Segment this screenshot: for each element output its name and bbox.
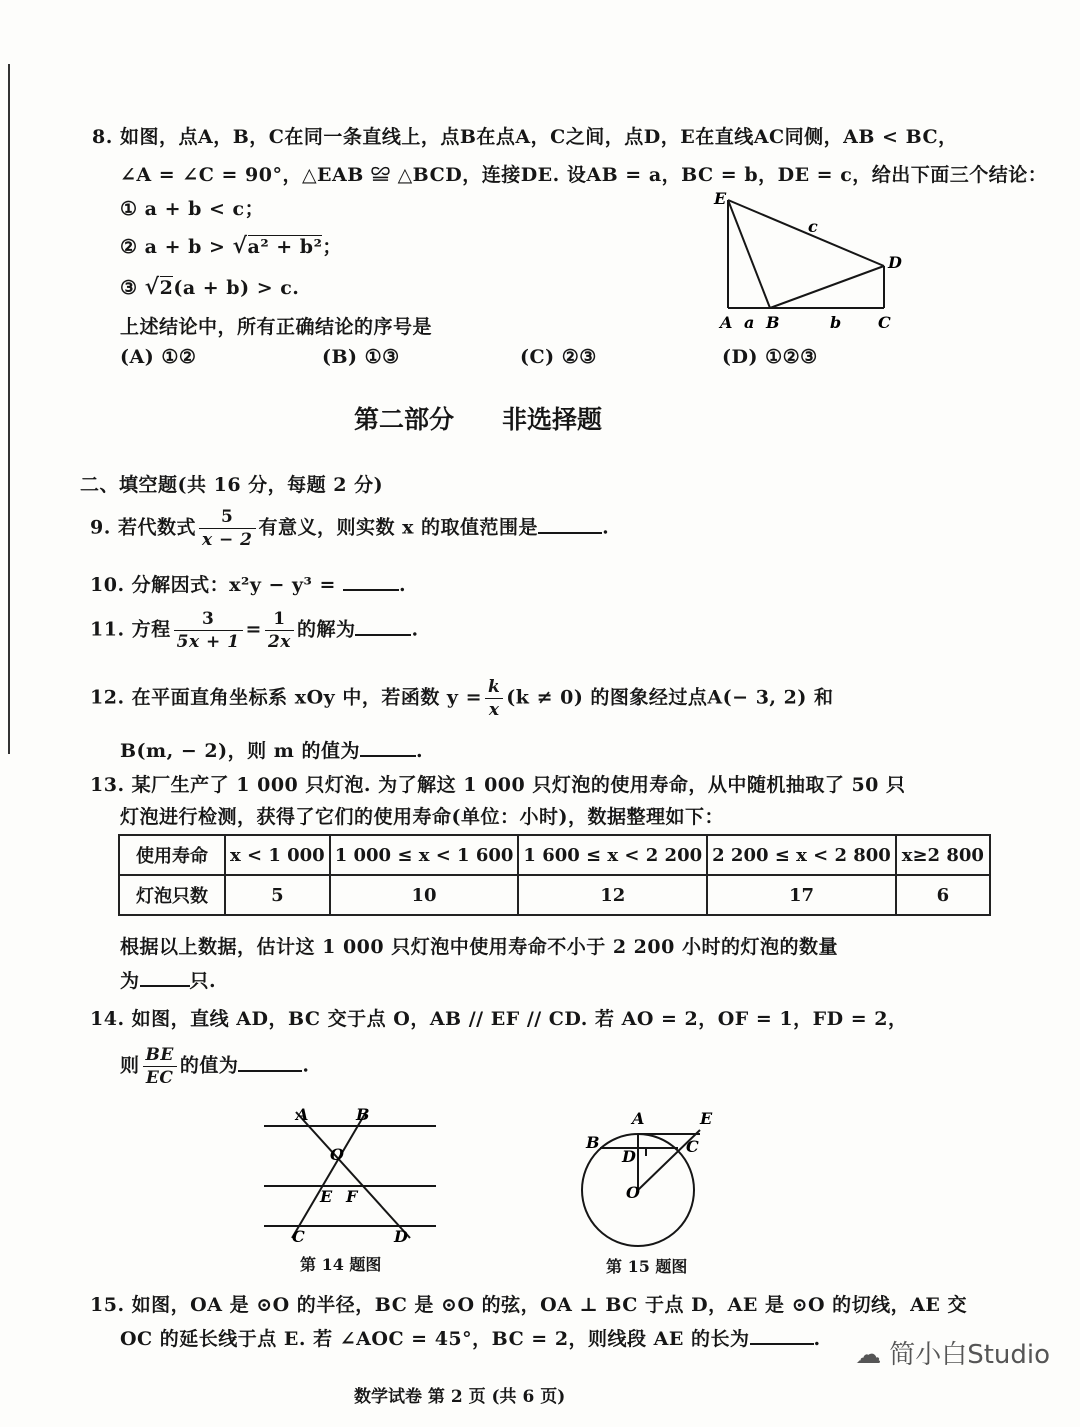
line-ad — [296, 1112, 410, 1238]
q8-conclusion-2: ② a + b > √a² + b²； — [120, 233, 342, 259]
label-o: O — [626, 1183, 640, 1202]
q8-option-a: (A) ①② — [120, 346, 197, 368]
line-bc — [292, 1112, 366, 1238]
q8-line2: ∠A = ∠C = 90°，△EAB ≌ △BCD，连接DE. 设AB = a，BC = b，DE = c，给出下面三个结论： — [120, 164, 1048, 186]
table-cell: 1 000 ≤ x < 1 600 — [330, 835, 519, 875]
q11: 11. 方程 $\frac{3}{5x + 1}$ = $\frac{1}{2x}$ 的解为 . — [90, 609, 419, 652]
q14-answer-blank[interactable] — [238, 1052, 302, 1072]
label-e: E — [700, 1109, 713, 1128]
table-row — [119, 835, 990, 875]
table-cell: 灯泡只数 — [119, 875, 225, 915]
table-cell: 17 — [707, 875, 896, 915]
table-cell: 6 — [896, 875, 990, 915]
label-e: E — [320, 1187, 333, 1206]
q9: 9. 若代数式 $\frac{5}{x - 2}$ 有意义，则实数 x 的取值范围是 . — [90, 507, 610, 550]
q12-answer-blank[interactable] — [360, 737, 416, 757]
seg-bd — [770, 266, 884, 308]
label-d: D — [394, 1227, 408, 1244]
data-table — [118, 834, 991, 916]
q13-line3: 根据以上数据，估计这 1 000 只灯泡中使用寿命不小于 2 200 小时的灯泡的数量 — [120, 936, 838, 958]
table-cell: 5 — [225, 875, 330, 915]
table-cell: 10 — [330, 875, 519, 915]
q11-answer-blank[interactable] — [355, 616, 411, 636]
q13-line4: 为 只. — [120, 966, 216, 993]
q13-line1: 13. 某厂生产了 1 000 只灯泡. 为了解这 1 000 只灯泡的使用寿命，从中随机抽取了 50 只 — [90, 774, 906, 796]
q8-option-c: (C) ②③ — [520, 346, 597, 368]
table-cell: x≥2 800 — [896, 835, 990, 875]
q9-answer-blank[interactable] — [538, 514, 602, 534]
page-footer: 数学试卷 第 2 页 (共 6 页) — [354, 1387, 566, 1407]
q14-line1: 14. 如图，直线 AD，BC 交于点 O，AB // EF // CD. 若 AO = 2，OF = 1，FD = 2， — [90, 1008, 908, 1030]
label-e: E — [714, 189, 727, 208]
seg-ed — [728, 200, 884, 266]
sqrt-symbol: √ — [232, 233, 248, 259]
section-heading: 二、填空题(共 16 分，每题 2 分) — [80, 474, 384, 496]
q8-option-b: (B) ①③ — [322, 346, 400, 368]
chat-icon: ☁ — [855, 1340, 882, 1370]
part2-title: 第二部分 非选择题 — [354, 405, 603, 434]
q12-line1: 12. 在平面直角坐标系 xOy 中，若函数 y = $\frac{k}{x}$ (k ≠ 0) 的图象经过点A(− 3, 2) 和 — [90, 677, 834, 720]
label-a: A — [720, 313, 733, 332]
label-o: O — [330, 1145, 344, 1164]
table-row — [119, 875, 990, 915]
label-c-length: c — [808, 217, 818, 236]
table-cell: x < 1 000 — [225, 835, 330, 875]
q15-line2: OC 的延长线于点 E. 若 ∠AOC = 45°，BC = 2，则线段 AE 的长为 . — [120, 1324, 821, 1351]
margin-rule — [8, 64, 10, 754]
q13-answer-blank[interactable] — [140, 967, 190, 987]
watermark: ☁ 简小白Studio — [855, 1340, 1050, 1370]
q15-figure — [578, 1104, 728, 1254]
label-b-length: b — [830, 313, 842, 332]
q8-line1: 8. 如图，点A，B，C在同一条直线上，点B在点A，C之间，点D，E在直线AC同侧，AB < BC， — [92, 126, 958, 148]
q8-conclusion-1: ① a + b < c； — [120, 198, 265, 220]
label-c: C — [878, 313, 891, 332]
label-d: D — [622, 1147, 636, 1166]
label-a: A — [296, 1105, 309, 1124]
label-a-length: a — [744, 313, 755, 332]
q14-caption: 第 14 题图 — [300, 1255, 382, 1274]
table-cell: 12 — [518, 875, 707, 915]
q10-answer-blank[interactable] — [343, 571, 399, 591]
q8-option-d: (D) ①②③ — [722, 346, 818, 368]
label-a: A — [632, 1109, 645, 1128]
label-b: B — [586, 1133, 600, 1152]
table-cell: 1 600 ≤ x < 2 200 — [518, 835, 707, 875]
q15-line1: 15. 如图，OA 是 ⊙O 的半径，BC 是 ⊙O 的弦，OA ⊥ BC 于点 D，AE 是 ⊙O 的切线，AE 交 — [90, 1294, 968, 1316]
table-cell: 2 200 ≤ x < 2 800 — [707, 835, 896, 875]
q8-figure — [700, 188, 920, 338]
q15-caption: 第 15 题图 — [606, 1257, 688, 1276]
label-d: D — [888, 253, 902, 272]
label-c: C — [292, 1227, 305, 1244]
seg-eb — [728, 200, 770, 308]
label-c: C — [686, 1137, 699, 1156]
q8-conclusion-3: ③ √2(a + b) > c. — [120, 274, 300, 300]
label-b: B — [356, 1105, 370, 1124]
q14-figure — [256, 1104, 446, 1244]
q14-line2: 则 $\frac{BE}{EC}$ 的值为 . — [120, 1045, 310, 1088]
q13-line2: 灯泡进行检测，获得了它们的使用寿命(单位：小时)，数据整理如下： — [120, 806, 724, 828]
q10: 10. 分解因式：x²y − y³ = . — [90, 570, 406, 597]
label-f: F — [346, 1187, 358, 1206]
q12-line2: B(m, − 2)，则 m 的值为 . — [120, 736, 423, 763]
q9-fraction: $\frac{5}{x - 2}$ — [199, 506, 256, 551]
q8-prompt: 上述结论中，所有正确结论的序号是 — [120, 316, 433, 338]
label-b: B — [766, 313, 780, 332]
table-cell: 使用寿命 — [119, 835, 225, 875]
q15-answer-blank[interactable] — [750, 1325, 814, 1345]
